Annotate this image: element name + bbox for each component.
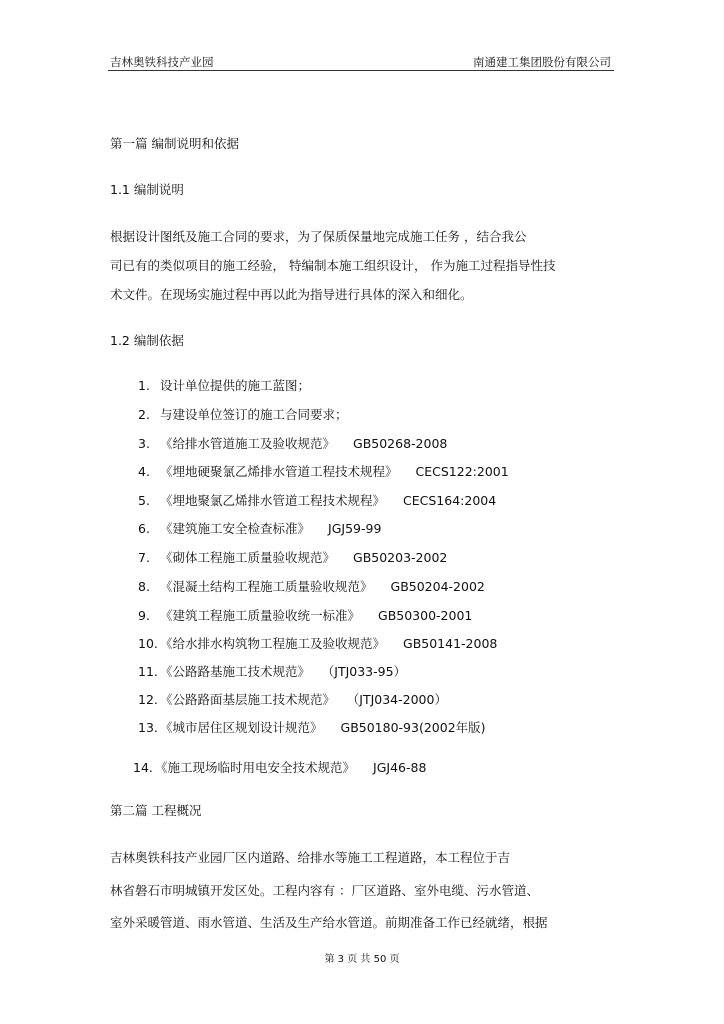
list-item	[138, 434, 447, 452]
list-item-number: 4.	[138, 464, 150, 479]
header-divider	[108, 70, 614, 71]
para2-line-1: 吉林奥铁科技产业园厂区内道路、给排水等施工工程道路，本工程位于吉	[110, 850, 511, 865]
list-item-code: JGJ59-99	[328, 521, 382, 536]
list-item-title: 《公路路面基层施工技术规范》	[160, 692, 336, 707]
list-item	[138, 577, 485, 595]
list-item-code: （JTJ033-95）	[328, 664, 407, 679]
list-item-title: 《城市居住区规划设计规范》	[160, 720, 323, 735]
list-item-code: JGJ46-88	[373, 760, 427, 775]
list-item-code: （JTJ034-2000）	[353, 692, 447, 707]
list-item-title: 设计单位提供的施工蓝图；	[160, 378, 311, 393]
para1-line-2: 司已有的类似项目的施工经验， 特编制本施工组织设计， 作为施工过程指导性技	[110, 258, 556, 273]
list-item-number: 2.	[138, 407, 150, 422]
list-item	[138, 690, 447, 708]
list-item-title: 《混凝土结构工程施工质量验收规范》	[160, 579, 373, 594]
list-item-code: CECS164:2004	[403, 493, 497, 508]
list-item-code: GB50268-2008	[353, 436, 448, 451]
list-item-title: 《埋地聚氯乙烯排水管道工程技术规程》	[160, 493, 386, 508]
para1-line-1: 根据设计图纸及施工合同的要求，为了保质保量地完成施工任务 ，结合我公	[110, 229, 527, 244]
list-item-title: 《砌体工程施工质量验收规范》	[160, 550, 336, 565]
list-item-title: 与建设单位签订的施工合同要求；	[160, 407, 348, 422]
list-item	[138, 606, 472, 624]
para2-line-3: 室外采暖管道、雨水管道、生活及生产给水管道。前期准备工作已经就绪，根据	[110, 915, 548, 930]
list-item	[138, 662, 406, 680]
list-item-number: 12.	[138, 692, 158, 707]
list-item-number: 7.	[138, 550, 150, 565]
list-item-number: 6.	[138, 521, 150, 536]
list-item-title: 《埋地硬聚氯乙烯排水管道工程技术规程》	[160, 464, 398, 479]
part2-heading: 第二篇 工程概况	[110, 803, 202, 818]
list-item-number: 1.	[138, 378, 150, 393]
list-item	[138, 548, 447, 566]
list-item	[138, 519, 381, 537]
list-item	[133, 758, 426, 776]
list-item-code: GB50141-2008	[403, 636, 498, 651]
list-item-title: 《建筑施工安全检查标准》	[160, 521, 311, 536]
list-item-number: 11.	[138, 664, 158, 679]
list-item-number: 3.	[138, 436, 150, 451]
list-item-title: 《给排水管道施工及验收规范》	[160, 436, 336, 451]
list-item-title: 《给水排水构筑物工程施工及验收规范》	[160, 636, 386, 651]
list-item	[138, 405, 348, 423]
list-item-code: CECS122:2001	[415, 464, 509, 479]
header-left-org: 吉林奥铁科技产业园	[110, 55, 214, 69]
list-item	[138, 718, 486, 736]
list-item	[138, 634, 497, 652]
part1-heading: 第一篇 编制说明和依据	[110, 136, 239, 151]
list-item-code: GB50300-2001	[378, 608, 473, 623]
list-item-number: 5.	[138, 493, 150, 508]
para1-line-3: 术文件。在现场实施过程中再以此为指导进行具体的深入和细化。	[110, 287, 473, 302]
para2-line-2: 林省磐石市明城镇开发区处。工程内容有 ：厂区道路、室外电缆、污水管道、	[110, 883, 539, 898]
list-item	[138, 376, 310, 394]
page-footer: 第 3 页 共 50 页	[324, 954, 400, 965]
list-item	[138, 462, 509, 480]
list-item-number: 14.	[133, 760, 153, 775]
section-1-1-heading: 1.1 编制说明	[110, 182, 184, 197]
list-item-title: 《公路路基施工技术规范》	[160, 664, 311, 679]
list-item	[138, 491, 496, 509]
header-right-org: 南通建工集团股份有限公司	[473, 55, 611, 69]
list-item-code: GB50203-2002	[353, 550, 448, 565]
section-1-2-heading: 1.2 编制依据	[110, 333, 184, 348]
list-item-number: 10.	[138, 636, 158, 651]
list-item-code: GB50204-2002	[390, 579, 485, 594]
list-item-number: 13.	[138, 720, 158, 735]
list-item-code: GB50180-93(2002年版)	[340, 720, 486, 735]
list-item-number: 8.	[138, 579, 150, 594]
list-item-title: 《施工现场临时用电安全技术规范》	[155, 760, 356, 775]
list-item-title: 《建筑工程施工质量验收统一标准》	[160, 608, 361, 623]
list-item-number: 9.	[138, 608, 150, 623]
